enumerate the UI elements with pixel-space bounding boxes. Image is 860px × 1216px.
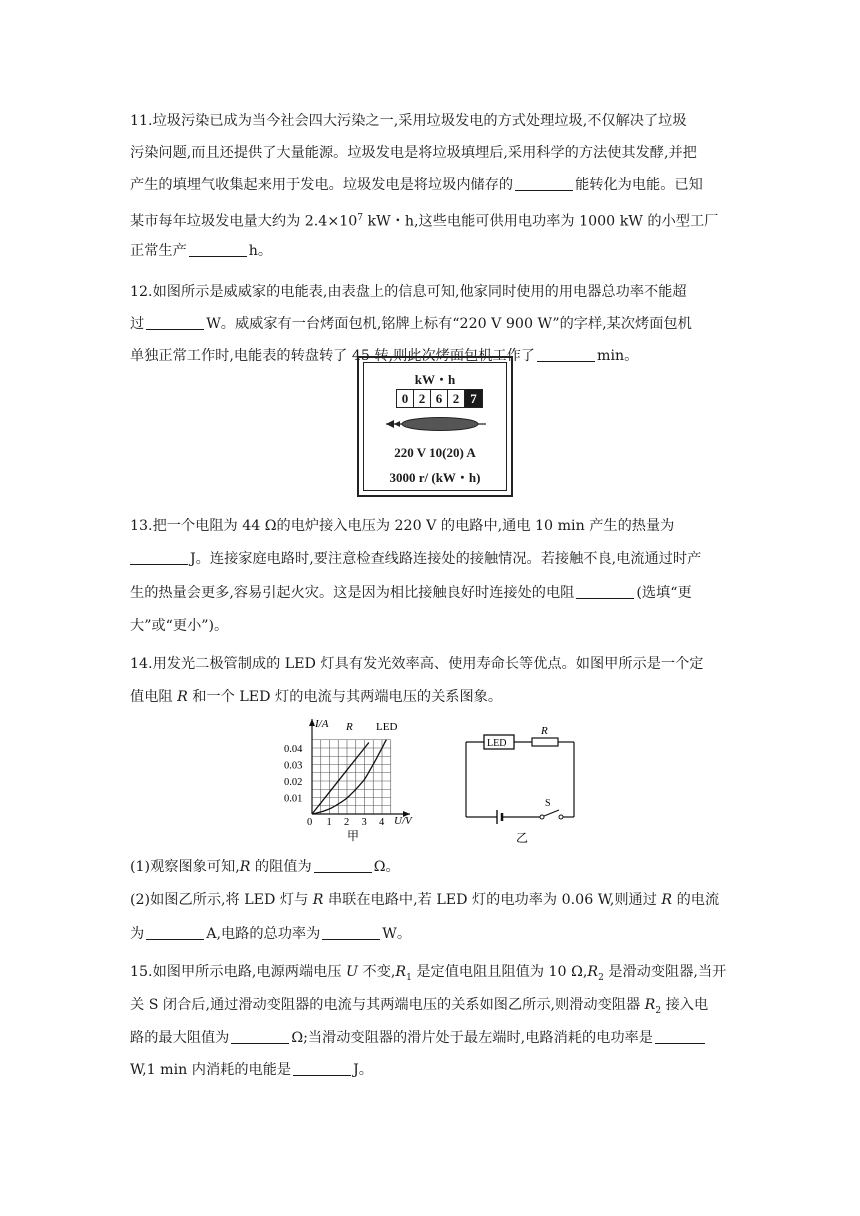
- x-tick-label: 2: [344, 817, 350, 828]
- switch-label: S: [545, 798, 551, 809]
- series-circuit-diagram: [462, 722, 582, 846]
- meter-revolutions: 3000 r/ (kW・h): [389, 470, 481, 485]
- x-tick-label: 1: [326, 817, 332, 828]
- q11-line-2: 污染问题,而且还提供了大量能源。垃圾发电是将垃圾填埋后,采用科学的方法使其发酵,并把: [130, 145, 697, 161]
- q12-blank-2[interactable]: [537, 347, 595, 362]
- meter-unit-label: kW・h: [414, 372, 456, 387]
- q12-line-2: 过 W。威威家有一台烤面包机,铭牌上标有“220 V 900 W”的字样,某次烤面包机: [130, 316, 692, 332]
- q12-line-3: 单独正常工作时,电能表的转盘转了 45 转,则此次烤面包机工作了 min。: [130, 348, 639, 364]
- series-line-led: [312, 739, 386, 814]
- led-label: LED: [487, 738, 507, 749]
- meter-digit: 0: [397, 390, 414, 407]
- meter-digit: 6: [431, 390, 448, 407]
- resistor-label: R: [541, 725, 548, 737]
- meter-digit-decimal: 7: [465, 390, 482, 407]
- q11-line-5: 正常生产 h。: [130, 243, 273, 259]
- series-label-led: LED: [376, 721, 398, 733]
- energy-meter: [357, 356, 513, 497]
- q12-line-1: 12.如图所示是威威家的电能表,由表盘上的信息可知,他家同时使用的用电器总功率不能超: [130, 284, 687, 300]
- x-tick-label: 4: [379, 817, 385, 828]
- q15-blank-1[interactable]: [231, 1029, 289, 1044]
- q13-line-1: 13.把一个电阻为 44 Ω的电炉接入电压为 220 V 的电路中,通电 10 min 产生的热量为: [130, 518, 675, 534]
- meter-rotating-disc-icon: [382, 413, 494, 435]
- q11-blank-1[interactable]: [515, 176, 573, 191]
- graph-caption: 甲: [347, 829, 360, 843]
- q11-line-4: 某市每年垃圾发电量大约为 $2.4\times 10^7$ kW・h,这些电能可供用电功率为 1000 kW 的小型工厂: [130, 213, 719, 230]
- q15-line-3: 路的最大阻值为 Ω;当滑动变阻器的滑片处于最左端时,电路消耗的电功率是: [130, 1028, 730, 1048]
- q12-blank-1[interactable]: [146, 315, 204, 330]
- series-label-r: R: [346, 721, 353, 733]
- q14-part1: (1)观察图象可知,R 的阻值为 Ω。: [130, 859, 400, 875]
- x-tick-label: 3: [361, 817, 367, 828]
- y-tick-label: 0.02: [284, 777, 303, 788]
- meter-digit-display: [396, 389, 483, 408]
- q14-line-2: 值电阻 R 和一个 LED 灯的电流与其两端电压的关系图象。: [130, 689, 503, 705]
- q15-line-2: 关 S 闭合后,通过滑动变阻器的电流与其两端电压的关系如图乙所示,则滑动变阻器 $R_2$ 接入电: [130, 997, 709, 1016]
- q14-blank-1[interactable]: [314, 858, 372, 873]
- y-tick-label: 0.03: [284, 760, 303, 772]
- x-tick-label: 0: [307, 817, 313, 828]
- y-axis-label: I/A: [315, 718, 329, 730]
- q14-part2: (2)如图乙所示,将 LED 灯与 R 串联在电路中,若 LED 灯的电功率为 0.06 W,则通过 R 的电流: [130, 892, 720, 908]
- q14-line-1: 14.用发光二极管制成的 LED 灯具有发光效率高、使用寿命长等优点。如图甲所示是一个定: [130, 656, 704, 672]
- q13-line-3: 生的热量会更多,容易引起火灾。这是因为相比接触良好时连接处的电阻 (选填“更: [130, 585, 692, 601]
- graph-grid: [312, 740, 391, 814]
- meter-digit: 2: [414, 390, 431, 407]
- q11-line-1: 11.垃圾污染已成为当今社会四大污染之一,采用垃圾发电的方式处理垃圾,不仅解决了垃圾: [130, 113, 687, 129]
- iv-graph: [282, 716, 422, 844]
- q11-blank-2[interactable]: [189, 242, 247, 257]
- q13-blank-1[interactable]: [130, 550, 188, 565]
- q14-blank-2[interactable]: [146, 925, 204, 940]
- y-tick-label: 0.01: [284, 793, 303, 805]
- q14-blank-3[interactable]: [322, 925, 380, 940]
- meter-digit: 2: [448, 390, 465, 407]
- q13-blank-2[interactable]: [576, 584, 634, 599]
- switch-icon: [544, 810, 559, 816]
- q15-line-4: W,1 min 内消耗的电能是 J。: [130, 1062, 373, 1078]
- q13-line-2: J。连接家庭电路时,要注意检查线路连接处的接触情况。若接触不良,电流通过时产: [130, 549, 730, 569]
- meter-rating: 220 V 10(20) A: [394, 445, 476, 460]
- q14-part2-cont: 为 A,电路的总功率为 W。: [130, 926, 412, 942]
- q15-blank-4[interactable]: [293, 1061, 351, 1076]
- q11-line-3: 产生的填埋气收集起来用于发电。垃圾发电是将垃圾内储存的 能转化为电能。已知: [130, 177, 703, 193]
- circuit-caption: 乙: [516, 831, 529, 845]
- y-tick-label: 0.04: [284, 744, 303, 755]
- q15-blank-3[interactable]: [655, 1029, 705, 1044]
- q15-line-1: 15.如图甲所示电路,电源两端电压 U 不变$,R_1$ 是定值电阻且阻值为 10 $\Omega,R_2$ 是滑动变阻器,当开: [130, 964, 727, 983]
- resistor-icon: [532, 738, 558, 746]
- energy-meter-panel: [363, 362, 507, 491]
- x-axis-label: U/V: [394, 815, 412, 827]
- q13-line-4: 大”或“更小”)。: [130, 618, 229, 634]
